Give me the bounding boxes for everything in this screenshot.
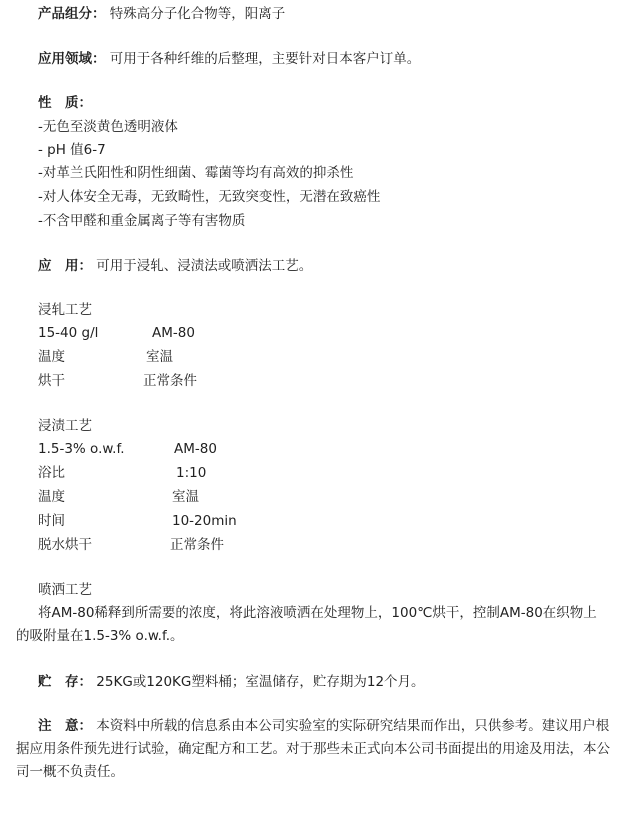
- property-item: -不含甲醛和重金属离子等有害物质: [38, 213, 246, 229]
- padding-row-key: 温度: [38, 349, 65, 365]
- application-field-value: 可用于各种纤维的后整理，主要针对日本客户订单。: [109, 51, 421, 67]
- exhaust-row-key: 1.5-3% o.w.f.: [38, 441, 125, 457]
- usage-label: 应 用：: [38, 258, 92, 274]
- composition-label: 产品组分：: [38, 6, 106, 22]
- exhaust-row-value: 室温: [172, 489, 199, 505]
- exhaust-row-key: 温度: [38, 489, 65, 505]
- padding-row-value: 正常条件: [143, 373, 197, 389]
- exhaust-row-value: 正常条件: [170, 537, 224, 553]
- property-item: - pH 值6-7: [38, 142, 106, 158]
- exhaust-row-key: 脱水烘干: [38, 537, 92, 553]
- padding-row-value: 室温: [146, 349, 173, 365]
- properties-label: 性 质：: [38, 95, 92, 111]
- exhaust-process-title: 浸渍工艺: [38, 418, 92, 434]
- composition-value: 特殊高分子化合物等，阳离子: [109, 6, 286, 22]
- composition-line: [38, 3, 285, 25]
- padding-row-key: 15-40 g/l: [38, 325, 99, 341]
- application-field-label: 应用领域：: [38, 51, 106, 67]
- exhaust-row-value: 1:10: [176, 465, 207, 481]
- exhaust-row-key: 浴比: [38, 465, 65, 481]
- application-field-line: [38, 48, 420, 70]
- property-item: -无色至淡黄色透明液体: [38, 119, 178, 135]
- usage-line: [38, 255, 312, 277]
- storage-line: [38, 671, 425, 693]
- notice-paragraph: [16, 715, 610, 784]
- spray-process-title: 喷洒工艺: [38, 582, 92, 598]
- padding-row-key: 烘干: [38, 373, 65, 389]
- storage-value: 25KG或120KG塑料桶；室温储存，贮存期为12个月。: [96, 674, 425, 690]
- exhaust-row-value: AM-80: [174, 441, 217, 457]
- spray-process-text: 将AM-80稀释到所需要的浓度，将此溶液喷洒在处理物上，100℃烘干，控制AM-80在织物上的吸附量在1.5-3% o.w.f.。: [16, 605, 597, 644]
- padding-row-value: AM-80: [152, 325, 195, 341]
- padding-process-title: 浸轧工艺: [38, 302, 92, 318]
- notice-label: 注 意：: [38, 718, 92, 734]
- exhaust-row-key: 时间: [38, 513, 65, 529]
- storage-label: 贮 存：: [38, 674, 92, 690]
- exhaust-row-value: 10-20min: [172, 513, 237, 529]
- notice-value: 本资料中所载的信息系由本公司实验室的实际研究结果而作出，只供参考。建议用户根据应用条件预先进行试验，确定配方和工艺。对于那些未正式向本公司书面提出的用途及用法，本公司一概不负责任。: [16, 718, 610, 780]
- property-item: -对革兰氏阳性和阴性细菌、霉菌等均有高效的抑杀性: [38, 165, 354, 181]
- property-item: -对人体安全无毒，无致畸性，无致突变性，无潜在致癌性: [38, 189, 381, 205]
- usage-value: 可用于浸轧、浸渍法或喷洒法工艺。: [96, 258, 313, 274]
